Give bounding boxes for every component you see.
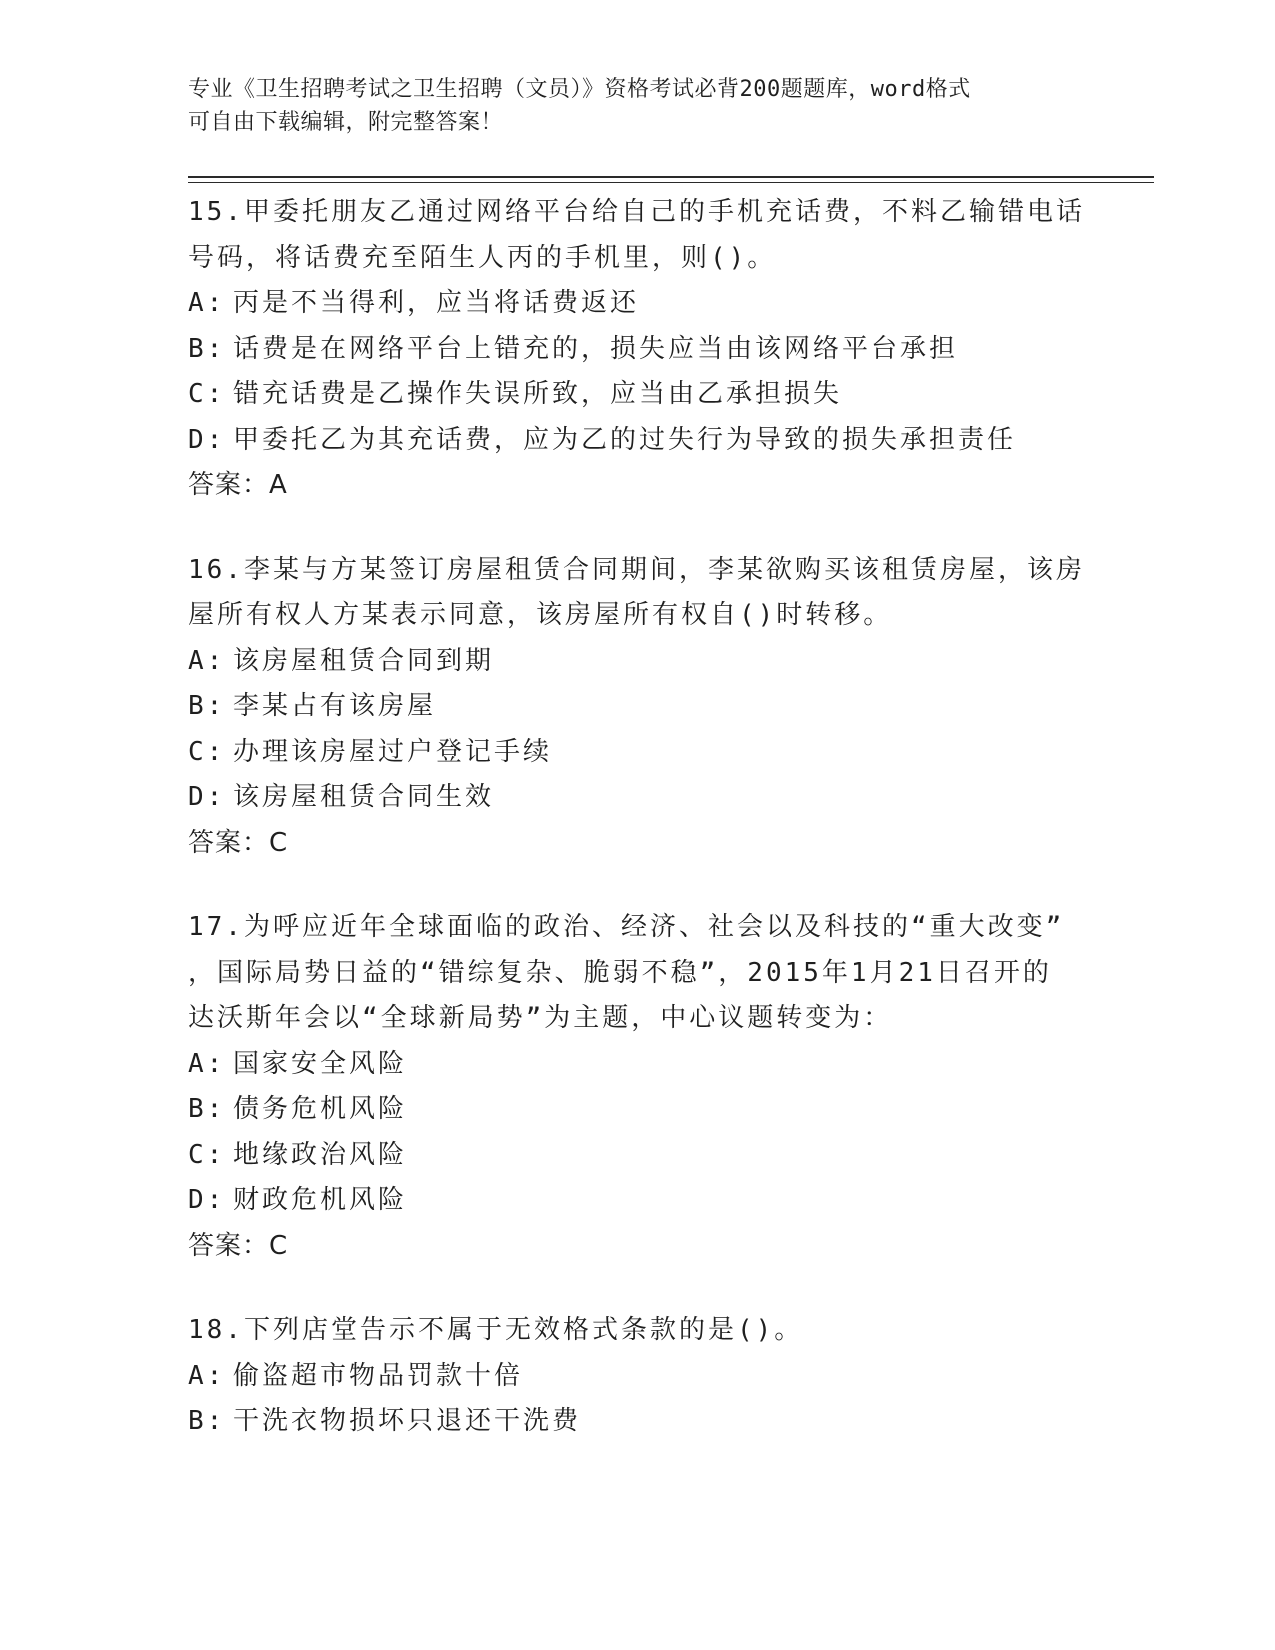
answer: 答案：A: [188, 470, 288, 500]
question-17: [188, 905, 1088, 1269]
option-d: [188, 418, 1088, 464]
question-18: [188, 1308, 1088, 1445]
option-c: [188, 730, 1088, 776]
question-list: [188, 190, 1088, 1484]
option-text: 国家安全风险: [233, 1048, 408, 1079]
option-key: D:: [188, 782, 226, 812]
option-text: 该房屋租赁合同到期: [233, 645, 495, 676]
option-d: [188, 1178, 1088, 1224]
option-text: 错充话费是乙操作失误所致，应当由乙承担损失: [233, 379, 843, 409]
option-key: A:: [188, 1048, 226, 1079]
option-key: B:: [188, 1406, 226, 1436]
option-b: [188, 684, 1088, 730]
option-text: 地缘政治风险: [233, 1139, 408, 1170]
option-c: [188, 372, 1088, 418]
option-a: [188, 639, 1088, 685]
question-stem: 16.李某与方某签订房屋租赁合同期间，李某欲购买该租赁房屋，该房: [188, 554, 1085, 585]
option-b: [188, 1087, 1088, 1133]
question-15: [188, 190, 1088, 509]
option-key: C:: [188, 1139, 226, 1170]
question-stem: 18.下列店堂告示不属于无效格式条款的是()。: [188, 1315, 804, 1345]
option-key: C:: [188, 736, 226, 767]
option-b: [188, 1399, 1088, 1445]
option-key: A:: [188, 288, 226, 318]
question-stem: ，国际局势日益的“错综复杂、脆弱不稳”，2015年1月21日召开的: [188, 957, 1052, 988]
question-stem: 15.甲委托朋友乙通过网络平台给自己的手机充话费，不料乙输错电话: [188, 197, 1085, 227]
option-text: 财政危机风险: [233, 1185, 408, 1215]
option-a: [188, 1042, 1088, 1088]
question-16: [188, 548, 1088, 867]
option-a: [188, 1354, 1088, 1400]
option-key: B:: [188, 333, 226, 364]
option-key: B:: [188, 691, 226, 721]
option-b: [188, 327, 1088, 373]
header-divider-thin: [188, 182, 1154, 183]
option-d: [188, 775, 1088, 821]
option-text: 甲委托乙为其充话费，应为乙的过失行为导致的损失承担责任: [233, 424, 1017, 455]
option-key: D:: [188, 424, 226, 455]
option-text: 干洗衣物损坏只退还干洗费: [233, 1406, 582, 1436]
answer: 答案：C: [188, 827, 289, 858]
header-line-2: 可自由下载编辑，附完整答案！: [188, 110, 504, 135]
option-key: D:: [188, 1185, 226, 1215]
header-line-1: 专业《卫生招聘考试之卫生招聘（文员）》资格考试必背200题题库，word格式: [188, 77, 971, 102]
option-text: 债务危机风险: [233, 1094, 408, 1124]
question-stem: 号码，将话费充至陌生人丙的手机里，则()。: [188, 242, 777, 273]
option-c: [188, 1133, 1088, 1179]
option-text: 该房屋租赁合同生效: [233, 782, 495, 812]
option-text: 话费是在网络平台上错充的，损失应当由该网络平台承担: [233, 333, 959, 364]
answer: 答案：C: [188, 1230, 289, 1261]
option-a: [188, 281, 1088, 327]
option-key: B:: [188, 1094, 226, 1124]
question-stem: 达沃斯年会以“全球新局势”为主题，中心议题转变为：: [188, 1003, 893, 1033]
option-key: C:: [188, 379, 226, 409]
header-divider-thick: [188, 176, 1154, 178]
option-key: A:: [188, 645, 226, 676]
document-header: [188, 73, 1088, 139]
option-text: 偷盗超市物品罚款十倍: [233, 1360, 524, 1391]
option-text: 办理该房屋过户登记手续: [233, 736, 553, 767]
option-text: 李某占有该房屋: [233, 691, 437, 721]
option-text: 丙是不当得利，应当将话费返还: [233, 288, 640, 318]
question-stem: 17.为呼应近年全球面临的政治、经济、社会以及科技的“重大改变”: [188, 912, 1065, 942]
option-key: A:: [188, 1360, 226, 1391]
question-stem: 屋所有权人方某表示同意，该房屋所有权自()时转移。: [188, 600, 893, 630]
